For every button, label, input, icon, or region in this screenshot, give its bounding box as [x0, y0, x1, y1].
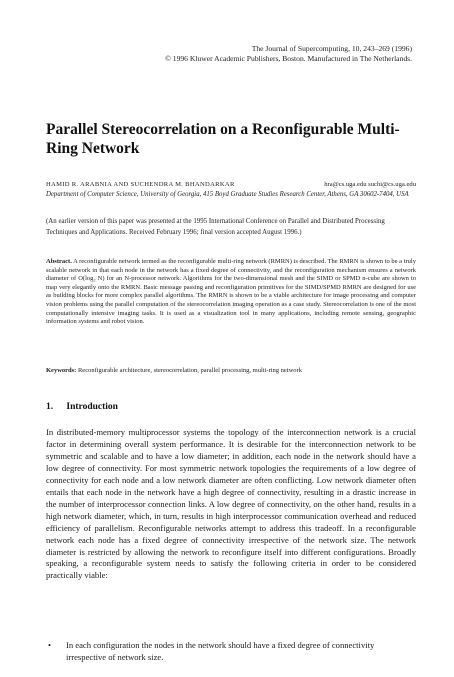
journal-copyright: © 1996 Kluwer Academic Publishers, Boston. Manufactured in The Netherlands. — [165, 54, 412, 63]
bullet-marker: • — [48, 640, 52, 650]
body-paragraph: In distributed-memory multiprocessor systems the topology of the interconnection network is a crucial factor in determining overall system performance. It is desirable for the interconnection network to be symmetric and scalable and to have a low diameter; in addition, each node in the network should have a low degree of connectivity. For most symmetric network topologies the requirements of a low degree of connectivity for each node and a low network diameter are often conflicting. Low network diameter often entails that each node in the network have a high degree of connectivity, resulting in a drastic increase in the number of interprocessor connection links. A low degree of connectivity, on the other hand, results in a high network diameter, which, in turn, results in high interprocessor communication overhead and reduced efficiency of parallelism. Reconfigurable networks attempt to address this tradeoff. In a reconfigurable network each node has a fixed degree of connectivity irrespective of the network size. The network diameter is restricted by allowing the network to reconfigure itself into different configurations. Broadly speaking, a reconfigurable system needs to satisfy the following criteria in order to be considered practically viable: — [46, 427, 416, 581]
bullet-text: In each configuration the nodes in the network should have a fixed degree of connectivity irrespective of network size. — [66, 640, 375, 662]
keywords-label: Keywords: — [46, 367, 77, 374]
abstract-label: Abstract. — [46, 258, 72, 265]
section-number: 1. — [46, 402, 54, 412]
author-affiliation: Department of Computer Science, University of Georgia, 415 Boyd Graduate Studies Research Center, Athens, GA 30602-7404, USA — [46, 191, 409, 198]
journal-citation: The Journal of Supercomputing, 10, 243–269 (1996) — [251, 44, 412, 53]
author-line — [46, 180, 416, 189]
publication-note: (An earlier version of this paper was presented at the 1995 International Conference on Parallel and Distributed Processing Techniques and Applications. Received February 1996; final version accepted August 1996.) — [46, 218, 385, 236]
section-title: Introduction — [66, 402, 118, 412]
author-names: HAMID R. ARABNIA AND SUCHENDRA M. BHANDARKAR — [46, 181, 235, 188]
author-emails: hra@cs.uga.edu suchi@cs.uga.edu — [324, 181, 416, 188]
keywords — [46, 366, 416, 375]
abstract-text: A reconfigurable network termed as the reconfigurable multi-ring network (RMRN) is described. The RMRN is shown to be a truly scalable network in that each node in the network has a fixed degree of connectivity, and the reconfiguration mechanism ensures a network diameter of O(log₂ N) for an N-processor network. Algorithms for the two-dimensional mesh and the SIMD or SPMD n-cube are shown to map very elegantly onto the RMRN. Basic message passing and reconfiguration primitives for the SIMD/SPMD RMRN are designed for use as building blocks for more complex parallel algorithms. The RMRN is shown to be a viable architecture for image processing and computer vision problems using the parallel computation of the stereocorrelation imaging operation as a case study. Stereocorrelation is one of the most computationally intensive imaging tasks. It is used as a visualization tool in many applications, including remote sensing, geographic information systems and robot vision. — [46, 258, 416, 326]
paper-title: Parallel Stereocorrelation on a Reconfigurable Multi-Ring Network — [46, 121, 400, 157]
list-item — [46, 640, 416, 664]
keywords-text: Reconfigurable architecture, stereocorrelation, parallel processing, multi-ring network — [77, 367, 302, 374]
abstract — [46, 258, 416, 327]
section-heading — [46, 402, 118, 412]
journal-header — [165, 44, 412, 64]
